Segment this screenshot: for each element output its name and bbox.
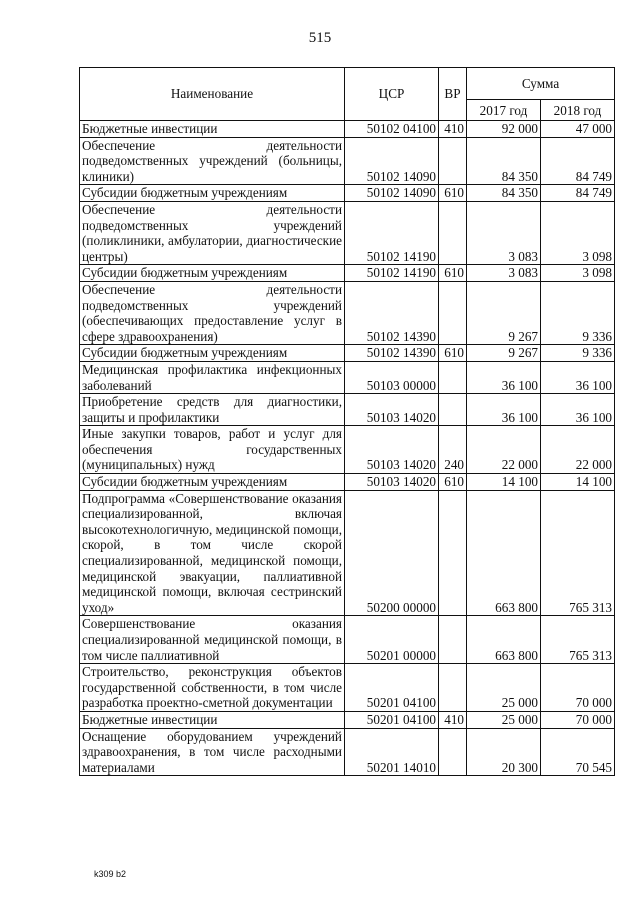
row-vr bbox=[439, 490, 467, 616]
row-name: Субсидии бюджетным учреждениям bbox=[80, 345, 345, 362]
row-sum-2018: 70 000 bbox=[541, 664, 615, 712]
row-name: Субсидии бюджетным учреждениям bbox=[80, 265, 345, 282]
row-sum-2018: 9 336 bbox=[541, 345, 615, 362]
row-sum-2017: 84 350 bbox=[467, 137, 541, 185]
row-vr: 410 bbox=[439, 121, 467, 138]
row-sum-2017: 9 267 bbox=[467, 345, 541, 362]
row-sum-2018: 765 313 bbox=[541, 616, 615, 664]
row-name: Оснащение оборудованием учреждений здравоохранения, в том числе расходными материалами bbox=[80, 728, 345, 776]
header-year-2018: 2018 год bbox=[541, 100, 615, 121]
table-row bbox=[80, 185, 615, 202]
row-sum-2018: 3 098 bbox=[541, 201, 615, 264]
row-sum-2018: 765 313 bbox=[541, 490, 615, 616]
row-vr bbox=[439, 281, 467, 344]
row-csr: 50201 14010 bbox=[345, 728, 439, 776]
row-sum-2018: 47 000 bbox=[541, 121, 615, 138]
row-csr: 50102 04100 bbox=[345, 121, 439, 138]
row-sum-2017: 92 000 bbox=[467, 121, 541, 138]
row-name: Медицинская профилактика инфекционных заболеваний bbox=[80, 361, 345, 393]
row-name: Совершенствование оказания специализированной медицинской помощи, в том числе паллиативной bbox=[80, 616, 345, 664]
row-sum-2017: 84 350 bbox=[467, 185, 541, 202]
row-sum-2017: 25 000 bbox=[467, 711, 541, 728]
row-csr: 50201 04100 bbox=[345, 664, 439, 712]
row-name: Приобретение средств для диагностики, защиты и профилактики bbox=[80, 394, 345, 426]
footer-code: k309 b2 bbox=[94, 869, 127, 879]
row-sum-2017: 3 083 bbox=[467, 265, 541, 282]
table-row bbox=[80, 361, 615, 393]
header-sum: Сумма bbox=[467, 68, 615, 100]
row-sum-2018: 3 098 bbox=[541, 265, 615, 282]
row-vr: 610 bbox=[439, 265, 467, 282]
table-row bbox=[80, 426, 615, 474]
row-sum-2018: 70 545 bbox=[541, 728, 615, 776]
row-csr: 50201 04100 bbox=[345, 711, 439, 728]
row-csr: 50200 00000 bbox=[345, 490, 439, 616]
row-vr: 240 bbox=[439, 426, 467, 474]
row-sum-2018: 84 749 bbox=[541, 137, 615, 185]
table-header bbox=[80, 68, 615, 121]
table-row bbox=[80, 345, 615, 362]
row-sum-2018: 14 100 bbox=[541, 474, 615, 491]
row-csr: 50103 00000 bbox=[345, 361, 439, 393]
table-row bbox=[80, 121, 615, 138]
header-name: Наименование bbox=[80, 68, 345, 121]
row-vr bbox=[439, 201, 467, 264]
header-vr: ВР bbox=[439, 68, 467, 121]
row-csr: 50201 00000 bbox=[345, 616, 439, 664]
header-csr: ЦСР bbox=[345, 68, 439, 121]
row-vr bbox=[439, 137, 467, 185]
row-csr: 50102 14190 bbox=[345, 201, 439, 264]
row-csr: 50102 14190 bbox=[345, 265, 439, 282]
row-name: Субсидии бюджетным учреждениям bbox=[80, 474, 345, 491]
row-vr: 610 bbox=[439, 345, 467, 362]
table-body bbox=[80, 121, 615, 776]
row-name: Иные закупки товаров, работ и услуг для обеспечения государственных (муниципальных) нужд bbox=[80, 426, 345, 474]
row-csr: 50103 14020 bbox=[345, 474, 439, 491]
row-name: Бюджетные инвестиции bbox=[80, 711, 345, 728]
table-row bbox=[80, 265, 615, 282]
table-row bbox=[80, 137, 615, 185]
row-sum-2017: 3 083 bbox=[467, 201, 541, 264]
row-vr bbox=[439, 664, 467, 712]
page-number: 515 bbox=[308, 30, 332, 46]
table-row bbox=[80, 728, 615, 776]
table-row bbox=[80, 281, 615, 344]
row-name: Обеспечение деятельности подведомственных учреждений (поликлиники, амбулатории, диагностические центры) bbox=[80, 201, 345, 264]
row-sum-2017: 22 000 bbox=[467, 426, 541, 474]
row-csr: 50103 14020 bbox=[345, 394, 439, 426]
table-row bbox=[80, 490, 615, 616]
row-sum-2017: 663 800 bbox=[467, 490, 541, 616]
row-vr: 610 bbox=[439, 185, 467, 202]
row-sum-2018: 36 100 bbox=[541, 361, 615, 393]
row-sum-2017: 9 267 bbox=[467, 281, 541, 344]
row-sum-2018: 70 000 bbox=[541, 711, 615, 728]
row-sum-2017: 14 100 bbox=[467, 474, 541, 491]
row-vr bbox=[439, 361, 467, 393]
row-name: Обеспечение деятельности подведомственных учреждений (обеспечивающих предоставление услуг в сфере здравоохранения) bbox=[80, 281, 345, 344]
budget-table bbox=[79, 67, 615, 776]
row-name: Бюджетные инвестиции bbox=[80, 121, 345, 138]
row-sum-2017: 20 300 bbox=[467, 728, 541, 776]
row-csr: 50102 14090 bbox=[345, 185, 439, 202]
row-csr: 50103 14020 bbox=[345, 426, 439, 474]
row-name: Обеспечение деятельности подведомственных учреждений (больницы, клиники) bbox=[80, 137, 345, 185]
row-sum-2017: 663 800 bbox=[467, 616, 541, 664]
row-csr: 50102 14390 bbox=[345, 281, 439, 344]
row-sum-2017: 25 000 bbox=[467, 664, 541, 712]
table-row bbox=[80, 664, 615, 712]
row-vr bbox=[439, 394, 467, 426]
row-vr: 610 bbox=[439, 474, 467, 491]
row-name: Субсидии бюджетным учреждениям bbox=[80, 185, 345, 202]
row-vr bbox=[439, 616, 467, 664]
row-sum-2017: 36 100 bbox=[467, 394, 541, 426]
row-sum-2018: 9 336 bbox=[541, 281, 615, 344]
table-row bbox=[80, 616, 615, 664]
row-vr bbox=[439, 728, 467, 776]
row-csr: 50102 14090 bbox=[345, 137, 439, 185]
row-sum-2018: 84 749 bbox=[541, 185, 615, 202]
row-name: Подпрограмма «Совершенствование оказания специализированной, включая высокотехнологичную, медицинской помощи, скорой, в том числе скорой специализированной, медицинской помощи, медицинской эвакуации, паллиативной медицинской помощи, включая сестринский уход» bbox=[80, 490, 345, 616]
row-csr: 50102 14390 bbox=[345, 345, 439, 362]
row-name: Строительство, реконструкция объектов государственной собственности, в том числе разработка проектно-сметной документации bbox=[80, 664, 345, 712]
table-row bbox=[80, 474, 615, 491]
header-year-2017: 2017 год bbox=[467, 100, 541, 121]
row-vr: 410 bbox=[439, 711, 467, 728]
table-row bbox=[80, 711, 615, 728]
row-sum-2018: 22 000 bbox=[541, 426, 615, 474]
table-row bbox=[80, 201, 615, 264]
row-sum-2017: 36 100 bbox=[467, 361, 541, 393]
row-sum-2018: 36 100 bbox=[541, 394, 615, 426]
table-row bbox=[80, 394, 615, 426]
